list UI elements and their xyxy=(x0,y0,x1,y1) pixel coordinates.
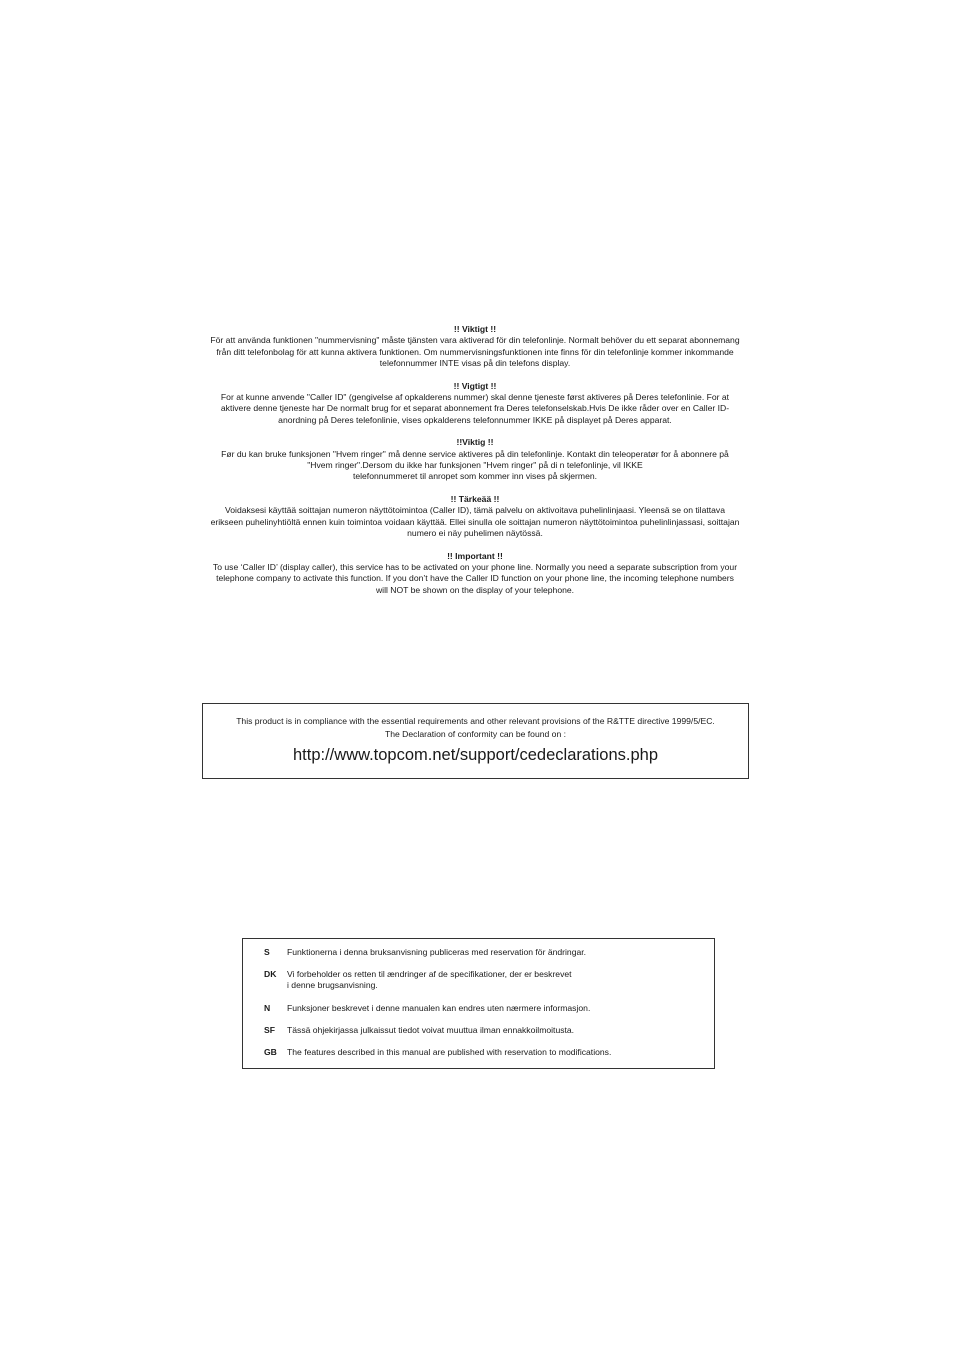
notice-norwegian xyxy=(176,437,774,483)
reservation-box xyxy=(242,938,715,1069)
language-code: DK xyxy=(264,969,277,979)
notice-title: !! Important !! xyxy=(447,550,503,561)
notice-body: Voidaksesi käyttää soittajan numeron näyttötoimintoa (Caller ID), tämä palvelu on aktivoitava puhelinlinjaasi. Yleensä se on tilattava erikseen puhelinyhtiöltä ennen kuin toimintoa voidaan käyttää. Ellei sinulla ole soittajan numeron näyttötoimintoa puhelinlinjassasi, soittajan numero ei näy puhelimen näytössä. xyxy=(210,505,740,539)
notice-title: !!Viktig !! xyxy=(456,437,494,448)
notice-body: To use ‘Caller ID’ (display caller), this service has to be activated on your phone line. Normally you need a separate subscription from your telephone company to activate this function. If you don’t have the Caller ID function on your phone line, the incoming telephone numbers will NOT be shown on the display of your telephone. xyxy=(212,561,738,595)
notice-english xyxy=(176,551,774,597)
reservation-text: The features described in this manual are published with reservation to modifications. xyxy=(287,1047,612,1057)
reservation-text: Funksjoner beskrevet i denne manualen kan endres uten nærmere informasjon. xyxy=(287,1003,591,1013)
notice-title: !! Vigtigt !! xyxy=(453,380,497,391)
conformity-url[interactable]: http://www.topcom.net/support/cedeclarations.php xyxy=(292,746,659,764)
language-code: N xyxy=(264,1003,271,1013)
notice-danish xyxy=(176,381,774,427)
notice-swedish xyxy=(176,324,774,370)
notice-title: !! Viktigt !! xyxy=(453,324,497,334)
caller-id-notices xyxy=(176,324,774,607)
language-code: S xyxy=(264,947,270,957)
notice-body: For at kunne anvende "Caller ID" (gengivelse af opkalderens nummer) skal denne tjeneste først aktiveres på Deres telefonlinie. For at aktivere denne tjeneste har De normalt brug for et separat abonnement fra Deres telefonselskab.Hvis De ikke råder over en Caller ID- anordning på Deres telefonlinie, vises opkalderens telefonnummer IKKE på displayet på Deres apparat. xyxy=(220,392,730,425)
language-code: SF xyxy=(264,1025,275,1035)
notice-body: Før du kan bruke funksjonen "Hvem ringer" må denne service aktiveres på din telefonlinje. Kontakt din teleoperatør for å abonnere på "Hvem ringer".Dersom du ikke har funksjonen "Hvem ringer" på di n telefonlinje, vil IKKE telefonnummeret til anropet som kommer inn vises på skjermen. xyxy=(221,448,729,482)
conformity-statement: This product is in compliance with the essential requirements and other relevant provisions of the R&TTE directive 1999/5/EC. The Declaration of conformity can be found on : xyxy=(236,716,715,739)
reservation-text: Funktionerna i denna bruksanvisning publiceras med reservation för ändringar. xyxy=(287,947,587,957)
notice-body: För att använda funktionen "nummervisning" måste tjänsten vara aktiverad för din telefonlinje. Normalt behöver du ett separat abonnemang från ditt telefonbolag för att kunna aktivera funktionen. Om nummervisningsfunktionen inte finns för din telefonlinje kommer inkommande telefonnummer INTE visas på din telefons display. xyxy=(210,335,740,369)
notice-finnish xyxy=(176,494,774,540)
reservation-text: Tässä ohjekirjassa julkaissut tiedot voivat muuttua ilman ennakkoilmoitusta. xyxy=(287,1025,575,1035)
reservation-text: Vi forbeholder os retten til ændringer af de specifikationer, der er beskrevet i denne brugsanvisning. xyxy=(287,969,572,990)
conformity-box xyxy=(202,703,749,779)
language-code: GB xyxy=(264,1047,277,1057)
notice-title: !! Tärkeää !! xyxy=(450,493,500,504)
